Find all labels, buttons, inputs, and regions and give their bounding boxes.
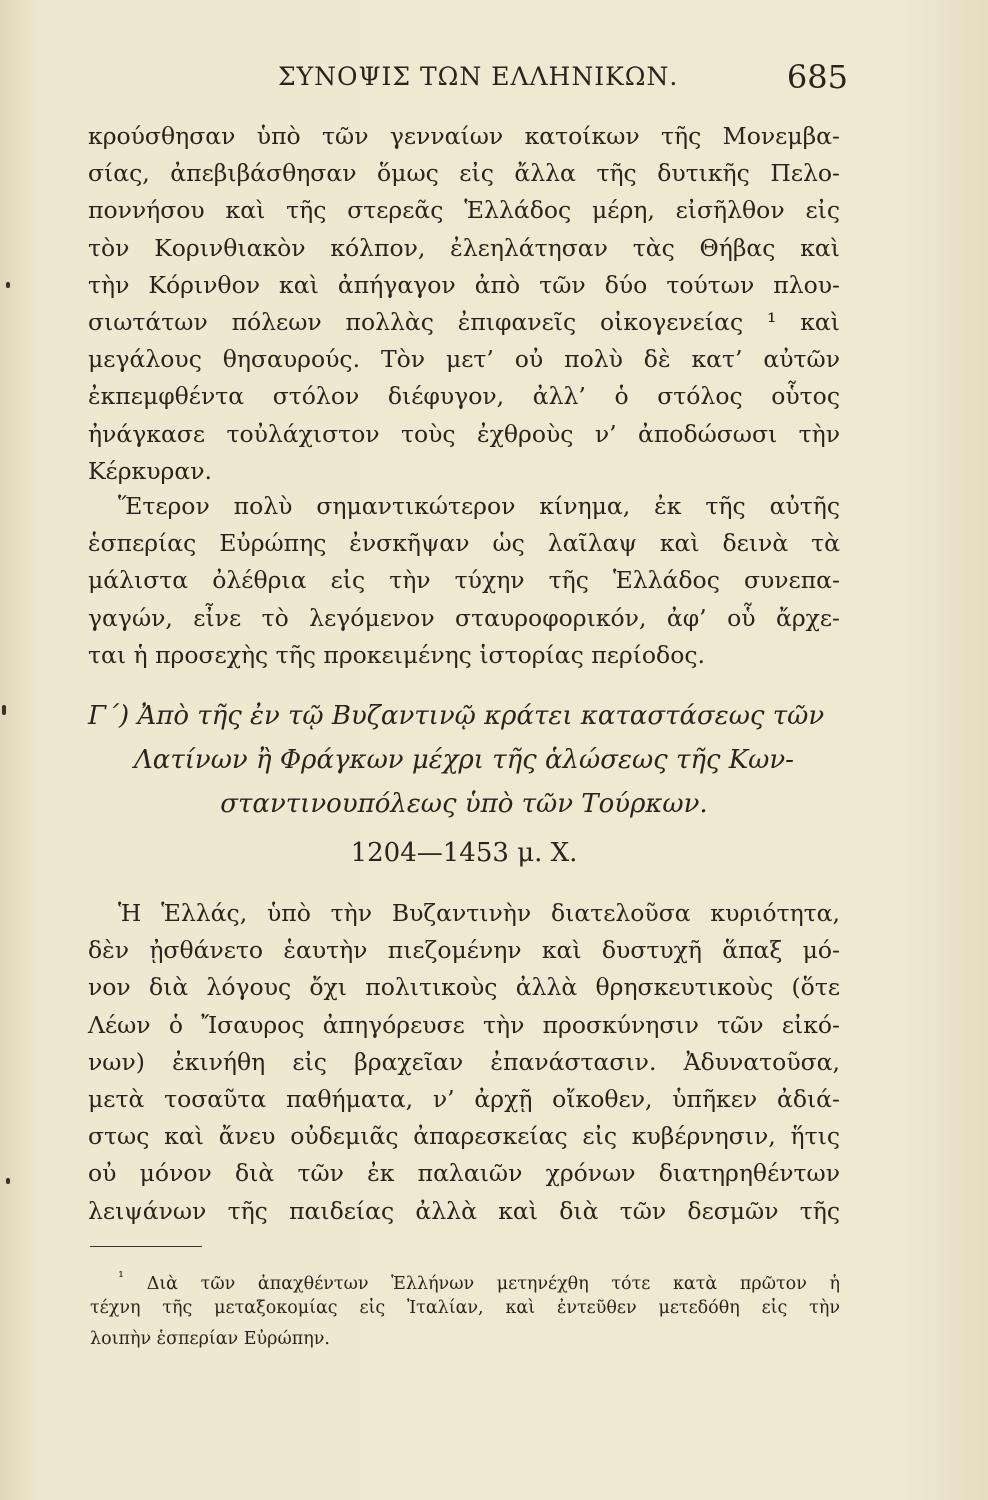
ink-speck <box>2 705 6 715</box>
heading-line: σταντινουπόλεως ὑπὸ τῶν Τούρκων. <box>220 789 708 819</box>
text-line: λειψάνων τῆς παιδείας ἀλλὰ καὶ διὰ τῶν δεσμῶν τῆς <box>88 1196 840 1225</box>
ink-speck <box>6 282 10 288</box>
paragraph-1 <box>88 118 840 490</box>
footnote-rule <box>90 1246 202 1247</box>
text-line: γαγών, εἶνε τὸ λεγόμενον σταυροφορικόν, ἀφ’ οὗ ἄρχε- <box>88 603 840 632</box>
text-line: νον διὰ λόγους ὄχι πολιτικοὺς ἀλλὰ θρησκευτικοὺς (ὅτε <box>88 973 840 1002</box>
text-line: κρούσθησαν ὑπὸ τῶν γενναίων κατοίκων τῆς Μονεμβα- <box>88 122 840 150</box>
paragraph-2 <box>88 488 840 674</box>
ink-speck <box>6 1178 10 1184</box>
text-line: Λέων ὁ Ἴσαυρος ἀπηγόρευσε τὴν προσκύνησιν τῶν εἰκό- <box>88 1010 840 1039</box>
text-line: σιωτάτων πόλεων πολλὰς ἐπιφανεῖς οἰκογενείας ¹ καὶ <box>88 307 840 336</box>
heading-line: Λατίνων ἢ Φράγκων μέχρι τῆς ἁλώσεως τῆς Κων- <box>134 745 794 775</box>
footnote-text: Διὰ τῶν ἀπαχθέντων Ἑλλήνων μετηνέχθη τότε κατὰ πρῶτον ἡ <box>146 1273 840 1294</box>
text-line: ἑσπερίας Εὐρώπης ἐνσκῆψαν ὡς λαῖλαψ καὶ δεινὰ τὰ <box>88 529 840 558</box>
text-line: ἐκπεμφθέντα στόλον διέφυγον, ἀλλ’ ὁ στόλος οὗτος <box>88 382 840 411</box>
heading-line: Γ΄) Ἀπὸ τῆς ἐν τῷ Βυζαντινῷ κράτει καταστάσεως τῶν <box>88 701 825 731</box>
text-line: στως καὶ ἄνευ οὐδεμιᾶς ἀπαρεσκείας εἰς κυβέρνησιν, ἥτις <box>88 1122 840 1151</box>
text-line: ποννήσου καὶ τῆς στερεᾶς Ἑλλάδος μέρη, εἰσῆλθον εἰς <box>88 196 840 225</box>
section-heading <box>88 694 840 826</box>
footnote-line: τέχνη τῆς μεταξοκομίας εἰς Ἰταλίαν, καὶ ἐντεῦθεν μετεδόθη εἰς τὴν <box>90 1298 840 1318</box>
text-line: ται ἡ προσεχὴς τῆς προκειμένης ἱστορίας περίοδος. <box>88 640 705 669</box>
text-line: ἠνάγκασε τοὐλάχιστον τοὺς ἐχθροὺς ν’ ἀποδώσωσι τὴν <box>88 419 840 448</box>
footnote-line <box>90 1262 840 1293</box>
text-line: οὐ μόνον διὰ τῶν ἐκ παλαιῶν χρόνων διατηρηθέντων <box>88 1159 840 1188</box>
text-line: Κέρκυραν. <box>88 456 212 485</box>
date-range: 1204—1453 μ. Χ. <box>350 838 578 868</box>
text-line: μάλιστα ὀλέθρια εἰς τὴν τύχην τῆς Ἑλλάδος συνεπα- <box>88 566 840 595</box>
footnote <box>90 1262 840 1355</box>
text-line: τὴν Κόρινθον καὶ ἀπήγαγον ἀπὸ τῶν δύο τούτων πλου- <box>88 270 840 299</box>
footnote-line: λοιπὴν ἑσπερίαν Εὐρώπην. <box>90 1329 330 1349</box>
text-line: Ἡ Ἑλλάς, ὑπὸ τὴν Βυζαντινὴν διατελοῦσα κυριότητα, <box>118 899 840 927</box>
text-line: δὲν ᾐσθάνετο ἑαυτὴν πιεζομένην καὶ δυστυχῆ ἅπαξ μό- <box>88 936 840 965</box>
text-line: τὸν Κορινθιακὸν κόλπον, ἐλεηλάτησαν τὰς Θήβας καὶ <box>88 233 840 262</box>
text-line: σίας, ἀπεβιβάσθησαν ὅμως εἰς ἄλλα τῆς δυτικῆς Πελο- <box>88 159 840 188</box>
paragraph-3 <box>88 895 840 1230</box>
text-line: μεγάλους θησαυρούς. Τὸν μετ’ οὐ πολὺ δὲ κατ’ αὐτῶν <box>88 345 840 374</box>
running-title: ΣΥΝΟΨΙΣ ΤΩΝ ΕΛΛΗΝΙΚΩΝ. <box>278 62 679 91</box>
footnote-marker: ¹ <box>118 1268 125 1286</box>
text-line: μετὰ τοσαῦτα παθήματα, ν’ ἀρχῇ οἴκοθεν, ὑπῆκεν ἀδιά- <box>88 1084 840 1113</box>
page-header <box>88 58 848 98</box>
page-number: 685 <box>786 58 848 96</box>
text-line: νων) ἐκινήθη εἰς βραχεῖαν ἐπανάστασιν. Ἀδυνατοῦσα, <box>88 1047 840 1076</box>
text-line: Ἕτερον πολὺ σημαντικώτερον κίνημα, ἐκ τῆς αὐτῆς <box>118 492 840 520</box>
